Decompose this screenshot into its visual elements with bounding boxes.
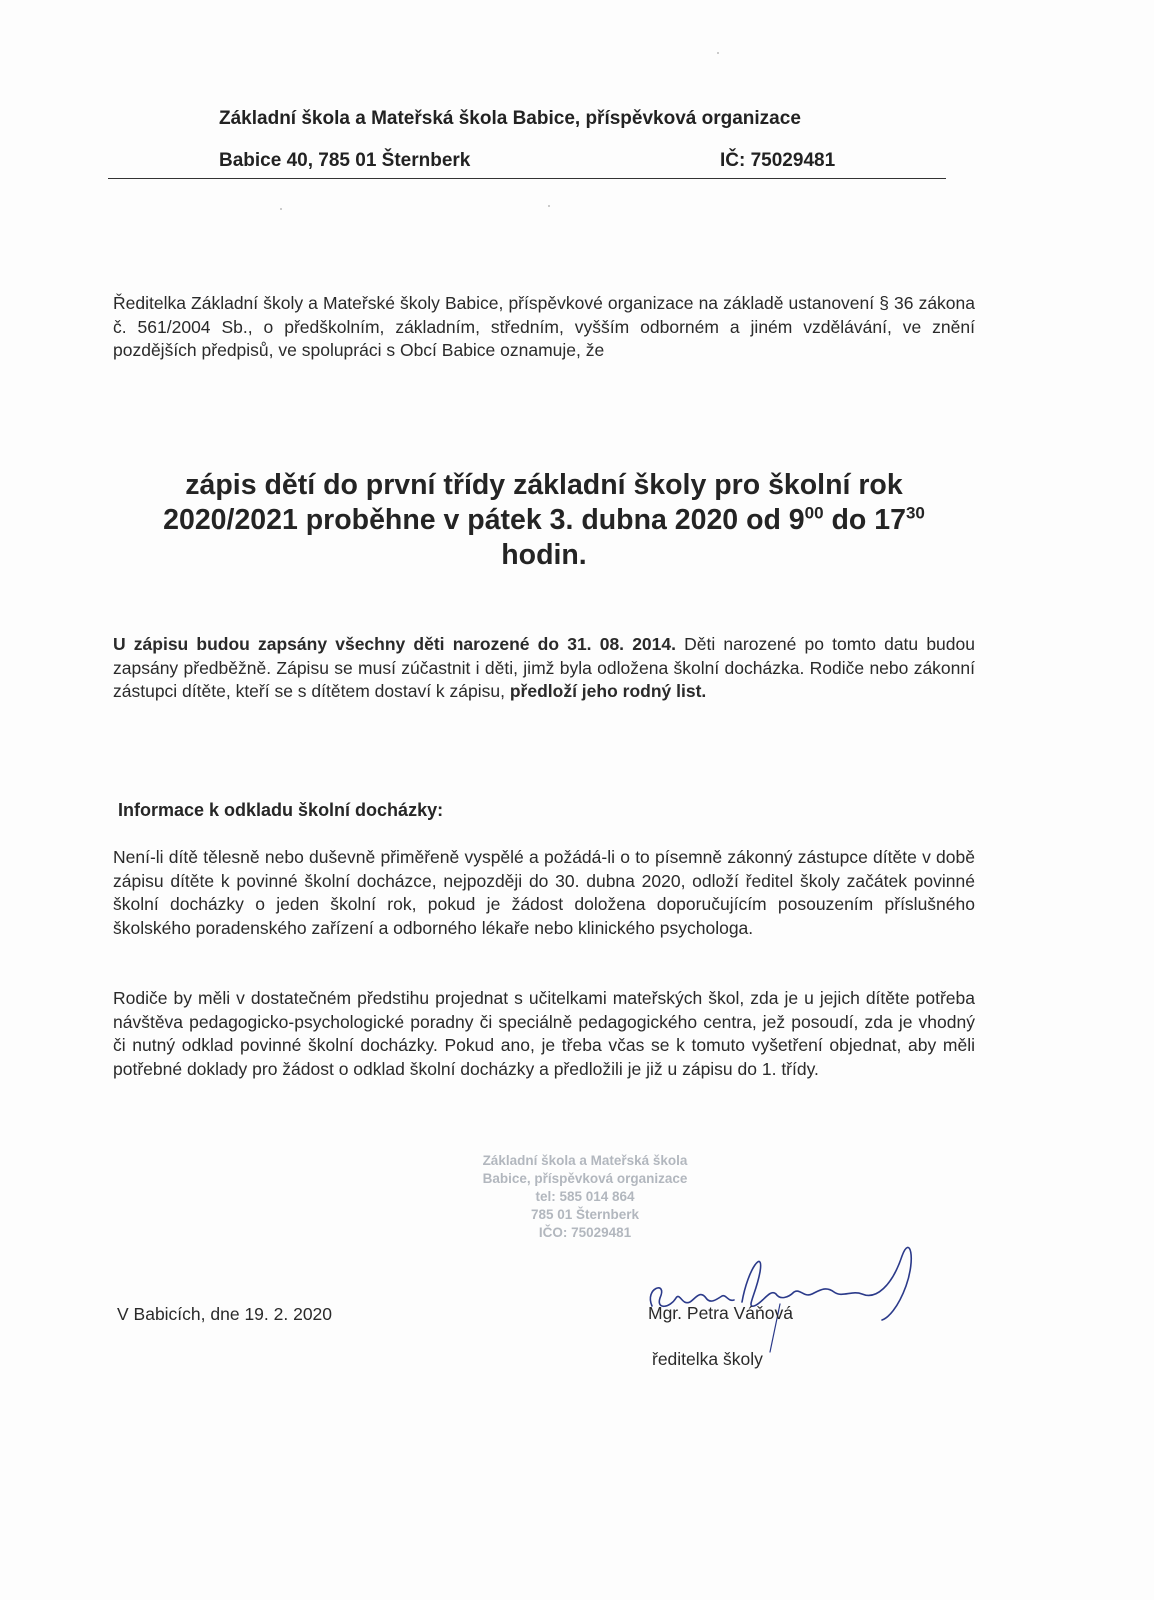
header-divider: [108, 178, 946, 179]
announcement-start-minutes: 00: [804, 503, 824, 523]
enrollment-lead: U zápisu budou zapsány všechny děti narozené do 31. 08. 2014.: [113, 634, 676, 654]
deferral-paragraph-2: Rodiče by měli v dostatečném předstihu projednat s učitelkami mateřských škol, zda je u jejich dítěte potřeba návštěva pedagogicko-psychologické poradny či speciálně pedagogického centra, jež posoudí, zda je vhodný či nutný odklad povinné školní docházky. Pokud ano, je třeba včas se k tomuto vyšetření objednat, aby měli potřebné doklady pro žádost o odklad školní docházky a předložili je již u zápisu do 1. třídy.: [113, 988, 975, 1079]
announcement-text-end: do 17: [823, 504, 906, 536]
announcement-end-minutes: 30: [905, 503, 925, 523]
scan-speck: [548, 205, 550, 207]
stamp-line: tel: 585 014 864: [535, 1189, 635, 1204]
announcement-text: zápis dětí do první třídy základní školy pro školní rok 2020/2021 proběhne v pátek 3. dubna 2020 od 9: [163, 469, 903, 536]
stamp-line: Základní škola a Mateřská škola: [482, 1153, 688, 1168]
school-address: Babice 40, 785 01 Šternberk: [219, 150, 471, 171]
scan-speck: [717, 52, 719, 54]
handwritten-signature: [630, 1228, 930, 1358]
stamp-line: 785 01 Šternberk: [530, 1207, 640, 1222]
deferral-paragraph-1: Není-li dítě tělesně nebo duševně přiměřeně vyspělé a požádá-li o to písemně zákonný zástupce dítěte v době zápisu dítěte k povinné školní docházce, nejpozději do 30. dubna 2020, odloží ředitel školy začátek povinné školní docházky o jeden školní rok, pokud je žádost doložena doporučujícím posouzením příslušného školského poradenského zařízení a odborného lékaře nebo klinického psychologa.: [113, 847, 975, 938]
enrollment-text: Děti narozené po tomto datu budou zapsány předběžně. Zápisu se musí zúčastnit i děti, jimž byla odložena školní docházka. Rodiče nebo zákonní zástupci dítěte, kteří se s dítětem dostaví k zápisu,: [113, 634, 975, 701]
enrollment-paragraph: [113, 633, 975, 704]
announcement: [120, 468, 968, 573]
stamp-line: Babice, příspěvková organizace: [482, 1171, 688, 1186]
intro-paragraph: Ředitelka Základní školy a Mateřské školy Babice, příspěvkové organizace na základě ustanovení § 36 zákona č. 561/2004 Sb., o předškolním, základním, středním, vyšším odborném a jiném vzdělávání, ve znění pozdějších předpisů, ve spolupráci s Obcí Babice oznamuje, že: [113, 293, 975, 360]
school-name: Základní škola a Mateřská škola Babice, příspěvková organizace: [219, 108, 801, 129]
enrollment-tail: předloží jeho rodný list.: [509, 681, 707, 701]
place-and-date: V Babicích, dne 19. 2. 2020: [117, 1304, 333, 1324]
stamp-line: IČO: 75029481: [538, 1225, 632, 1240]
signer-name: Mgr. Petra Váňová: [648, 1303, 793, 1323]
school-ic: IČ: 75029481: [720, 150, 836, 171]
signer-role: ředitelka školy: [652, 1349, 763, 1369]
announcement-hours: hodin.: [501, 539, 587, 571]
deferral-heading: Informace k odkladu školní docházky:: [118, 800, 444, 820]
scan-speck: [280, 208, 282, 210]
